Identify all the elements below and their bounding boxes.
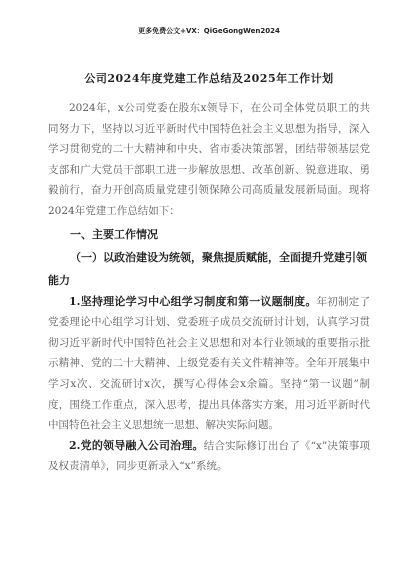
item-1-body: 年初制定了党委理论中心组学习计划、党委班子成员交流研讨计划，认真学习贯彻习近平新时代中国特色社会主义思想和对本行业领域的重要指示批示精神、党的二十大精神、上级党委有关文件精神等。全年开展集中学习x次、交流研讨x次，撰写心得体会x余篇。坚持“第一议题”制度，围绕工作重点，深入思考，提出具体落实方案，用习近平新时代中国特色社会主义思想统一思想、解决实际问题。 xyxy=(48,295,371,432)
item-1-lead: 1.坚持理论学习中心组学习制度和第一议题制度。 xyxy=(69,294,317,308)
item-2-body: 结合实际修订出台了《“x”决策事项及权责清单》，同步更新录入“x”系统。 xyxy=(48,439,370,473)
header-watermark: 更多免费公文+VX：QiGeGongWen2024 xyxy=(138,27,280,35)
item-2-lead: 2.党的领导融入公司治理。 xyxy=(69,438,204,452)
section-heading-main-work: 一、主要工作情况 xyxy=(70,227,158,241)
item-2-paragraph xyxy=(48,436,370,477)
intro-paragraph: 2024年，x公司党委在股东x领导下，在公司全体党员职工的共同努力下，坚持以习近平新时代中国特色社会主义思想为指导，深入学习贯彻党的二十大精神和中央、省市委决策部署，团结带领基层党支部和广大党员干部职工进一步解放思想、改革创新、锐意进取、勇毅前行，奋力开创高质量党建引领保障公司高质量发展新局面。现将2024年党建工作总结如下： xyxy=(48,102,370,217)
item-1-paragraph xyxy=(48,292,370,436)
document-title: 公司2024年度党建工作总结及2025年工作计划 xyxy=(84,72,334,85)
subsection-heading-political-building: （一）以政治建设为统领，聚焦提质赋能，全面提升党建引领能力 xyxy=(48,250,367,287)
